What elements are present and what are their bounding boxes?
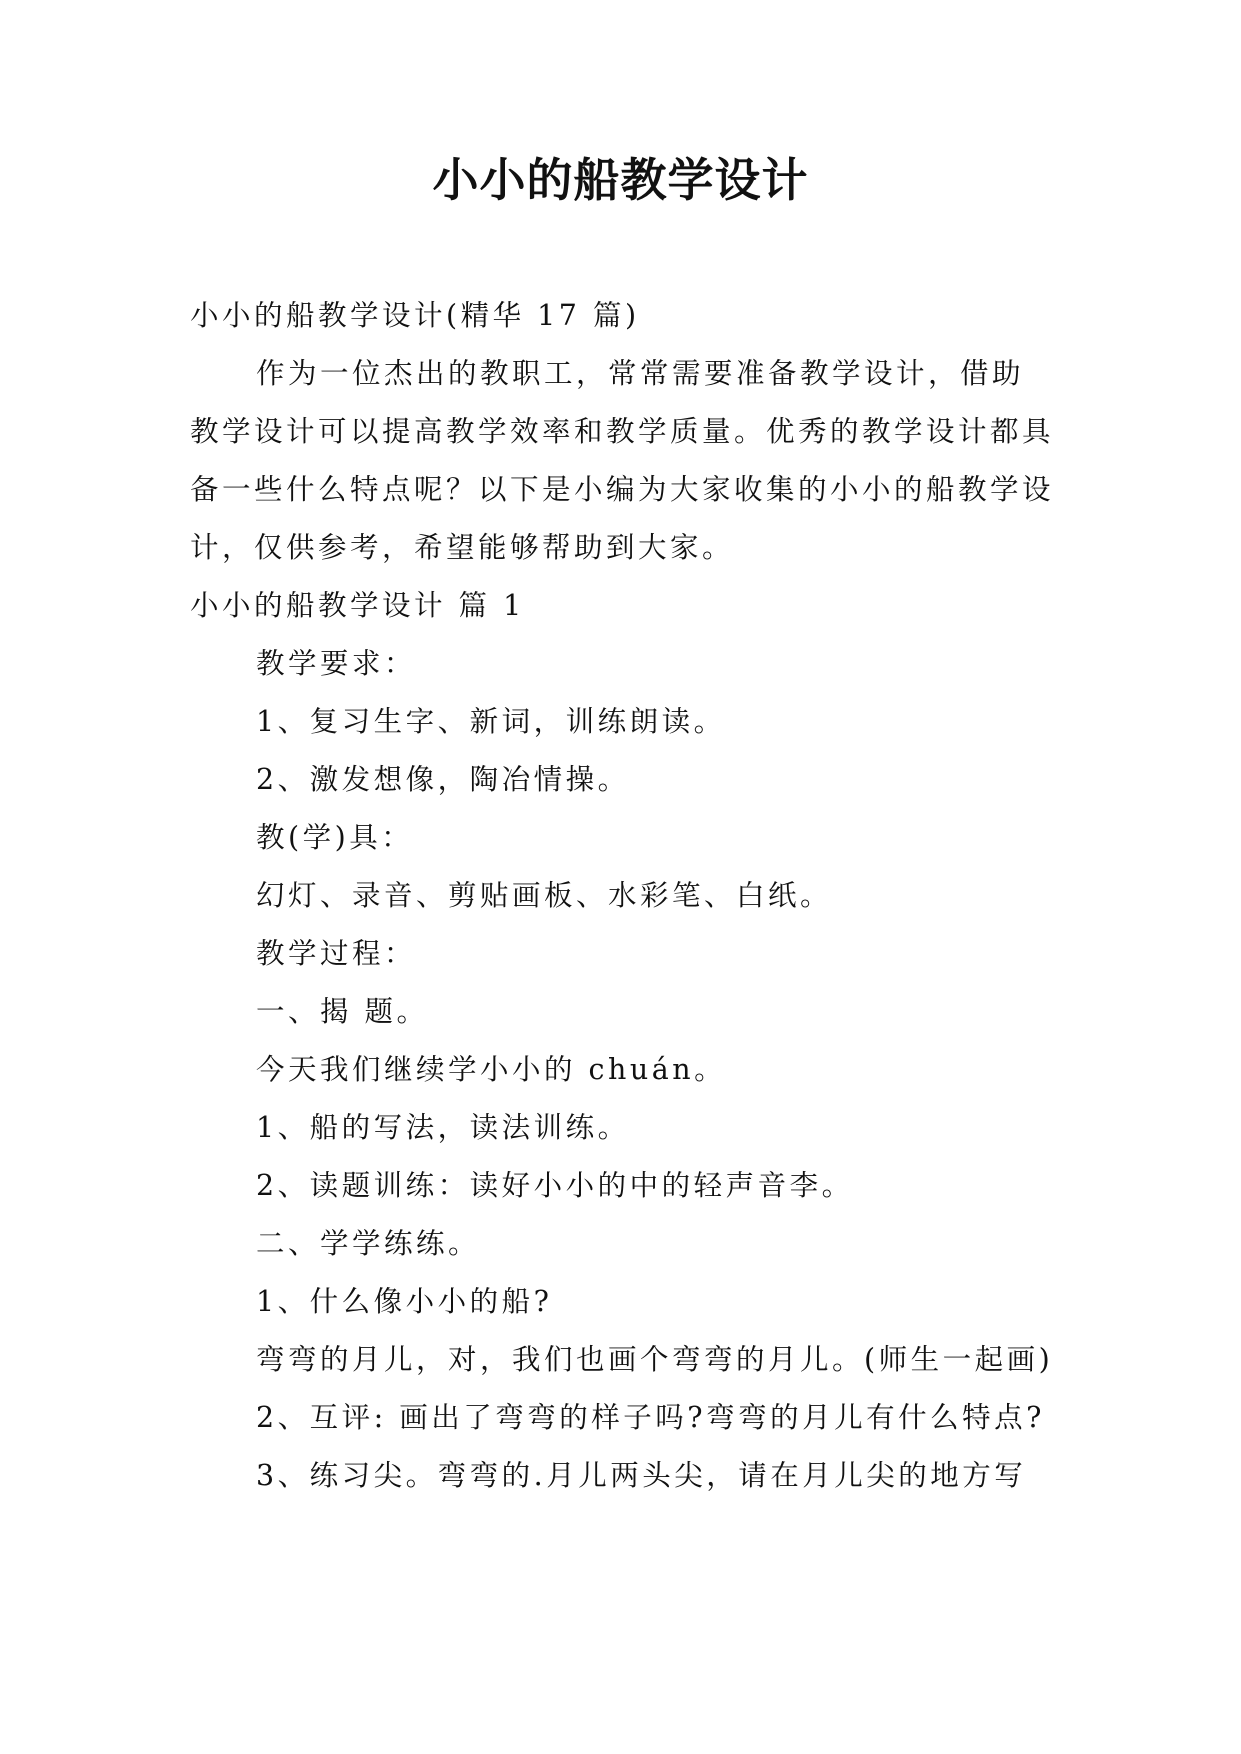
paragraph: 2、互评: 画出了弯弯的样子吗?弯弯的月儿有什么特点?	[256, 1401, 1045, 1434]
paragraph: 教(学)具：	[256, 821, 414, 854]
paragraph: 幻灯、录音、剪贴画板、水彩笔、白纸。	[256, 879, 833, 912]
paragraph: 1、船的写法，读法训练。	[256, 1111, 630, 1144]
section-heading: 小小的船教学设计 篇 1	[190, 589, 525, 622]
paragraph: 教学要求：	[256, 647, 417, 680]
paragraph: 2、读题训练：读好小小的中的轻声音李。	[256, 1169, 854, 1202]
document-body	[190, 287, 1055, 1505]
paragraph: 教学过程：	[256, 937, 417, 970]
document-subtitle: 小小的船教学设计(精华 17 篇)	[190, 299, 640, 332]
paragraph: 弯弯的月儿，对，我们也画个弯弯的月儿。(师生一起画)	[256, 1343, 1054, 1376]
paragraph: 1、复习生字、新词，训练朗读。	[256, 705, 726, 738]
paragraph: 一、揭 题。	[256, 995, 429, 1028]
paragraph: 今天我们继续学小小的 chuán。	[256, 1053, 727, 1086]
document-title: 小小的船教学设计	[432, 153, 809, 207]
paragraph: 3、练习尖。弯弯的.月儿两头尖，请在月儿尖的地方写	[256, 1459, 1027, 1492]
intro-paragraph: 作为一位杰出的教职工，常常需要准备教学设计，借助教学设计可以提高教学效率和教学质量。优秀的教学设计都具备一些什么特点呢？以下是小编为大家收集的小小的船教学设计，仅供参考，希望能够帮助到大家。	[190, 357, 1055, 564]
paragraph: 2、激发想像，陶冶情操。	[256, 763, 630, 796]
paragraph: 1、什么像小小的船?	[256, 1285, 553, 1318]
paragraph: 二、学学练练。	[256, 1227, 481, 1260]
